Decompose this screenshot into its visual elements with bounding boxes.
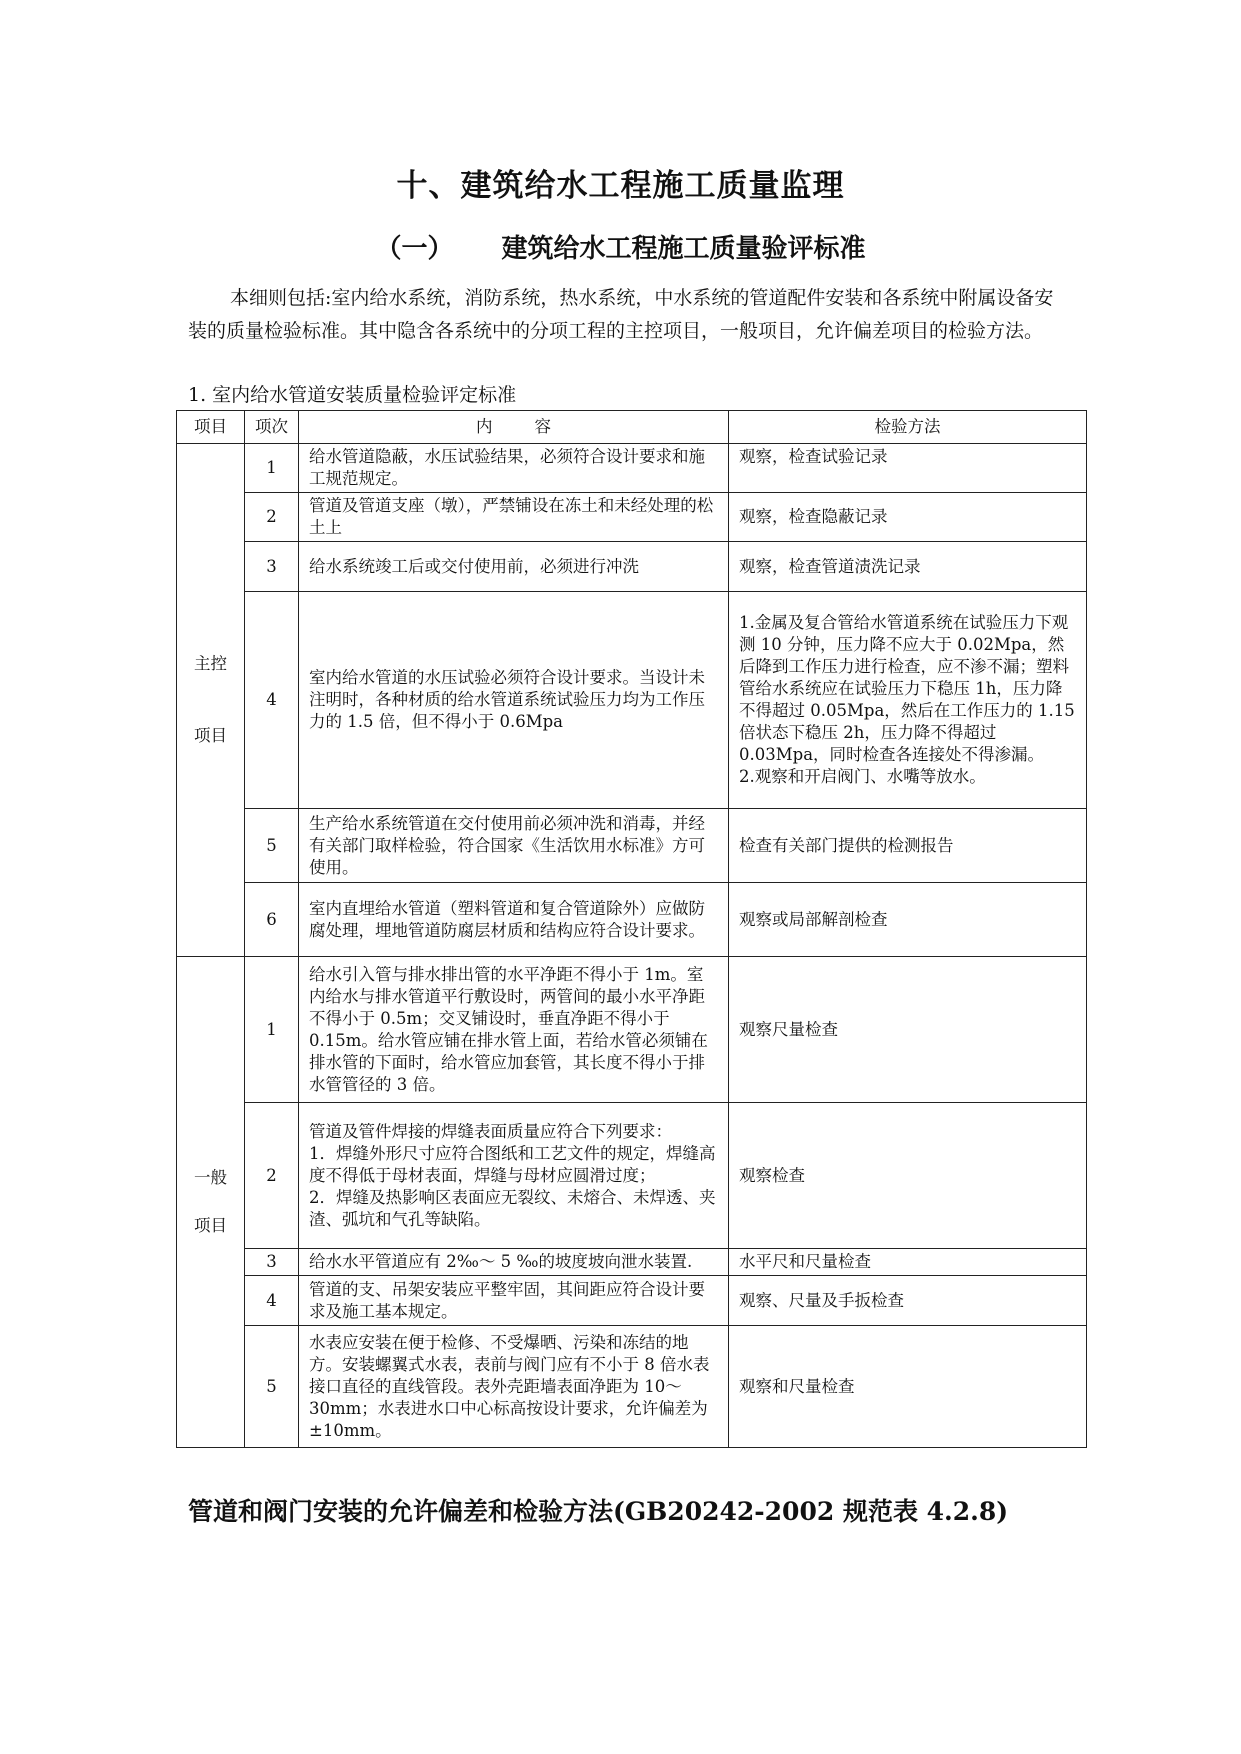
row-content: 给水管道隐蔽，水压试验结果，必须符合设计要求和施工规范规定。 bbox=[299, 444, 729, 493]
section-subtitle-text: 建筑给水工程施工质量验评标准 bbox=[501, 234, 866, 264]
row-method: 观察，检查管道渍洗记录 bbox=[729, 542, 1087, 592]
row-method: 观察或局部解剖检查 bbox=[729, 883, 1087, 957]
row-index: 1 bbox=[245, 957, 299, 1103]
row-content: 管道及管件焊接的焊缝表面质量应符合下列要求： 1．焊缝外形尺寸应符合图纸和工艺文件的规定，焊缝高度不得低于母材表面，焊缝与母材应圆滑过度； 2．焊缝及热影响区表面应无裂纹、未熔合、未焊透、夹渣、弧坑和气孔等缺陷。 bbox=[299, 1103, 729, 1249]
row-index: 5 bbox=[245, 809, 299, 883]
table-row bbox=[177, 542, 1087, 592]
category-label: 项目 bbox=[194, 726, 227, 745]
row-index: 4 bbox=[245, 1276, 299, 1326]
header-method: 检验方法 bbox=[729, 411, 1087, 444]
row-index: 1 bbox=[245, 444, 299, 493]
table-row bbox=[177, 1249, 1087, 1276]
row-index: 2 bbox=[245, 1103, 299, 1249]
row-index: 4 bbox=[245, 592, 299, 809]
row-index: 5 bbox=[245, 1326, 299, 1448]
header-content: 内 容 bbox=[299, 411, 729, 444]
row-content: 管道的支、吊架安装应平整牢固，其间距应符合设计要求及施工基本规定。 bbox=[299, 1276, 729, 1326]
row-index: 6 bbox=[245, 883, 299, 957]
table-row bbox=[177, 493, 1087, 542]
row-method: 观察尺量检查 bbox=[729, 957, 1087, 1103]
row-method: 观察和尺量检查 bbox=[729, 1326, 1087, 1448]
intro-paragraph: 本细则包括:室内给水系统，消防系统，热水系统，中水系统的管道配件安装和各系统中附属设备安装的质量检验标准。其中隐含各系统中的分项工程的主控项目，一般项目，允许偏差项目的检验方法。 bbox=[188, 287, 1054, 342]
table-header-row bbox=[177, 411, 1087, 444]
table-row bbox=[177, 957, 1087, 1103]
table-row bbox=[177, 1103, 1087, 1249]
category-label: 主控 bbox=[194, 654, 227, 673]
row-method: 1.金属及复合管给水管道系统在试验压力下观测 10 分钟，压力降不应大于 0.02Mpa，然后降到工作压力进行检查，应不渗不漏；塑料管给水系统应在试验压力下稳压 1h，压力降不得超过 0.05Mpa，然后在工作压力的 1.15 倍状态下稳压 2h，压力降不得超过 0.03Mpa，同时检查各连接处不得渗漏。 2.观察和开启阀门、水嘴等放水。 bbox=[729, 592, 1087, 809]
section-subtitle bbox=[0, 228, 1241, 265]
row-method: 检查有关部门提供的检测报告 bbox=[729, 809, 1087, 883]
row-method: 观察检查 bbox=[729, 1103, 1087, 1249]
table-row bbox=[177, 883, 1087, 957]
table-row bbox=[177, 1276, 1087, 1326]
header-index: 项次 bbox=[245, 411, 299, 444]
category-label: 项目 bbox=[194, 1216, 227, 1235]
table-row bbox=[177, 444, 1087, 493]
page-title: 十、建筑给水工程施工质量监理 bbox=[396, 168, 845, 204]
category-main-control bbox=[177, 444, 245, 957]
category-label: 一般 bbox=[194, 1168, 227, 1187]
header-category: 项目 bbox=[177, 411, 245, 444]
row-index: 2 bbox=[245, 493, 299, 542]
table-heading: 1. 室内给水管道安装质量检验评定标准 bbox=[188, 384, 517, 406]
table-row bbox=[177, 1326, 1087, 1448]
row-content: 生产给水系统管道在交付使用前必须冲洗和消毒，并经有关部门取样检验，符合国家《生活饮用水标准》方可使用。 bbox=[299, 809, 729, 883]
section-number: （一） bbox=[375, 234, 454, 264]
row-index: 3 bbox=[245, 542, 299, 592]
row-method: 观察、尺量及手扳检查 bbox=[729, 1276, 1087, 1326]
table-row bbox=[177, 809, 1087, 883]
row-content: 给水系统竣工后或交付使用前，必须进行冲洗 bbox=[299, 542, 729, 592]
row-content: 给水水平管道应有 2‰～ 5 ‰的坡度坡向泄水装置. bbox=[299, 1249, 729, 1276]
row-content: 管道及管道支座（墩），严禁铺设在冻土和未经处理的松土上 bbox=[299, 493, 729, 542]
row-index: 3 bbox=[245, 1249, 299, 1276]
category-general bbox=[177, 957, 245, 1448]
row-content: 给水引入管与排水排出管的水平净距不得小于 1m。室内给水与排水管道平行敷设时，两管间的最小水平净距不得小于 0.5m；交叉铺设时，垂直净距不得小于 0.15m。给水管应铺在排水管上面，若给水管必须铺在排水管的下面时，给水管应加套管，其长度不得小于排水管管径的 3 倍。 bbox=[299, 957, 729, 1103]
table-row bbox=[177, 592, 1087, 809]
row-content: 室内直埋给水管道（塑料管道和复合管道除外）应做防腐处理，埋地管道防腐层材质和结构应符合设计要求。 bbox=[299, 883, 729, 957]
standards-table bbox=[176, 410, 1087, 1448]
next-table-title: 管道和阀门安装的允许偏差和检验方法(GB20242-2002 规范表 4.2.8) bbox=[188, 1497, 1009, 1526]
row-method: 水平尺和尺量检查 bbox=[729, 1249, 1087, 1276]
row-method: 观察，检查隐蔽记录 bbox=[729, 493, 1087, 542]
row-method: 观察，检查试验记录 bbox=[729, 444, 1087, 493]
row-content: 室内给水管道的水压试验必须符合设计要求。当设计未注明时，各种材质的给水管道系统试验压力均为工作压力的 1.5 倍，但不得小于 0.6Mpa bbox=[299, 592, 729, 809]
row-content: 水表应安装在便于检修、不受爆晒、污染和冻结的地方。安装螺翼式水表，表前与阀门应有不小于 8 倍水表接口直径的直线管段。表外壳距墙表面净距为 10～30mm；水表进水口中心标高按设计要求，允许偏差为±10mm。 bbox=[299, 1326, 729, 1448]
